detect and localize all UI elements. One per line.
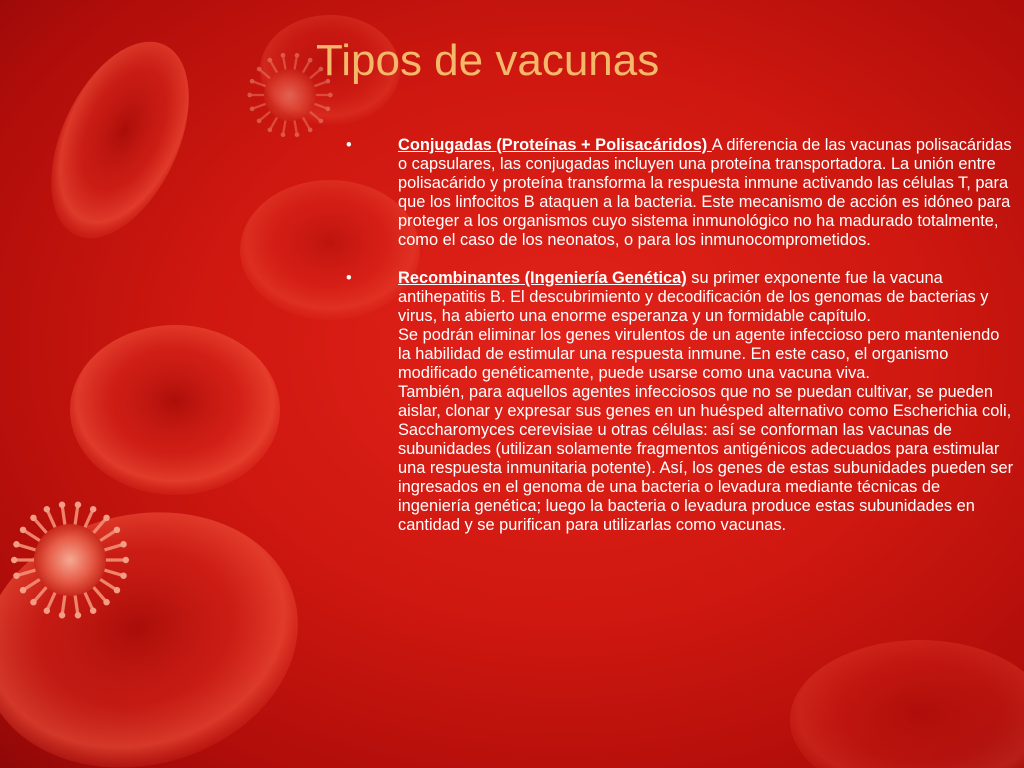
term-recombinantes: Recombinantes (Ingeniería Genética): [398, 269, 687, 287]
blood-cell: [790, 640, 1024, 768]
bullet-item-conjugadas: [346, 136, 1016, 250]
slide-title: Tipos de vacunas: [316, 36, 660, 85]
bullet-item-recombinantes: [346, 269, 1016, 535]
bullet-icon: •: [346, 269, 352, 287]
blood-cell: [70, 325, 280, 495]
description-text: También, para aquellos agentes infecciosos que no se puedan cultivar, se pueden aislar, clonar y expresar sus genes en un huésped alternativo como Escherichia coli, Saccharomyces cerevisiae u otras células: así se conforman las vacunas de subunidades (utilizan solamente fragmentos antigénicos adecuados para estimular una respuesta inmunitaria potente). Así, los genes de estas subunidades pueden ser ingresados en el genoma de una bacteria o levadura mediante técnicas de ingeniería genética; luego la bacteria o levadura produce estas subunidades en cantidad y se purifican para utilizarlas como vacunas.: [398, 383, 1014, 534]
description-text: A diferencia de las vacunas polisacáridas o capsulares, las conjugadas incluyen una proteína transportadora. La unión entre polisacárido y proteína transforma la respuesta inmune activando las células T, para que los linfocitos B ataquen a la bacteria. Este mecanismo de acción es idóneo para proteger a los organismos cuyo sistema inmunológico no ha madurado totalmente, como el caso de los neonatos, o para los inmunocomprometidos.: [398, 136, 1012, 249]
blood-cell: [0, 478, 327, 768]
description-text: Se podrán eliminar los genes virulentos de un agente infeccioso pero manteniendo la habilidad de estimular una respuesta inmune. En este caso, el organismo modificado genéticamente, puede usarse como una vacuna viva.: [398, 326, 1000, 382]
description-text: su primer exponente fue la vacuna antihepatitis B. El descubrimiento y decodificación de los genomas de bacterias y virus, ha abierto una enorme esperanza y un formidable capítulo.: [398, 269, 989, 325]
blood-cell: [23, 20, 217, 259]
term-conjugadas: Conjugadas (Proteínas + Polisacáridos): [398, 136, 712, 154]
bullet-list: [346, 136, 1016, 554]
bullet-icon: •: [346, 136, 352, 154]
